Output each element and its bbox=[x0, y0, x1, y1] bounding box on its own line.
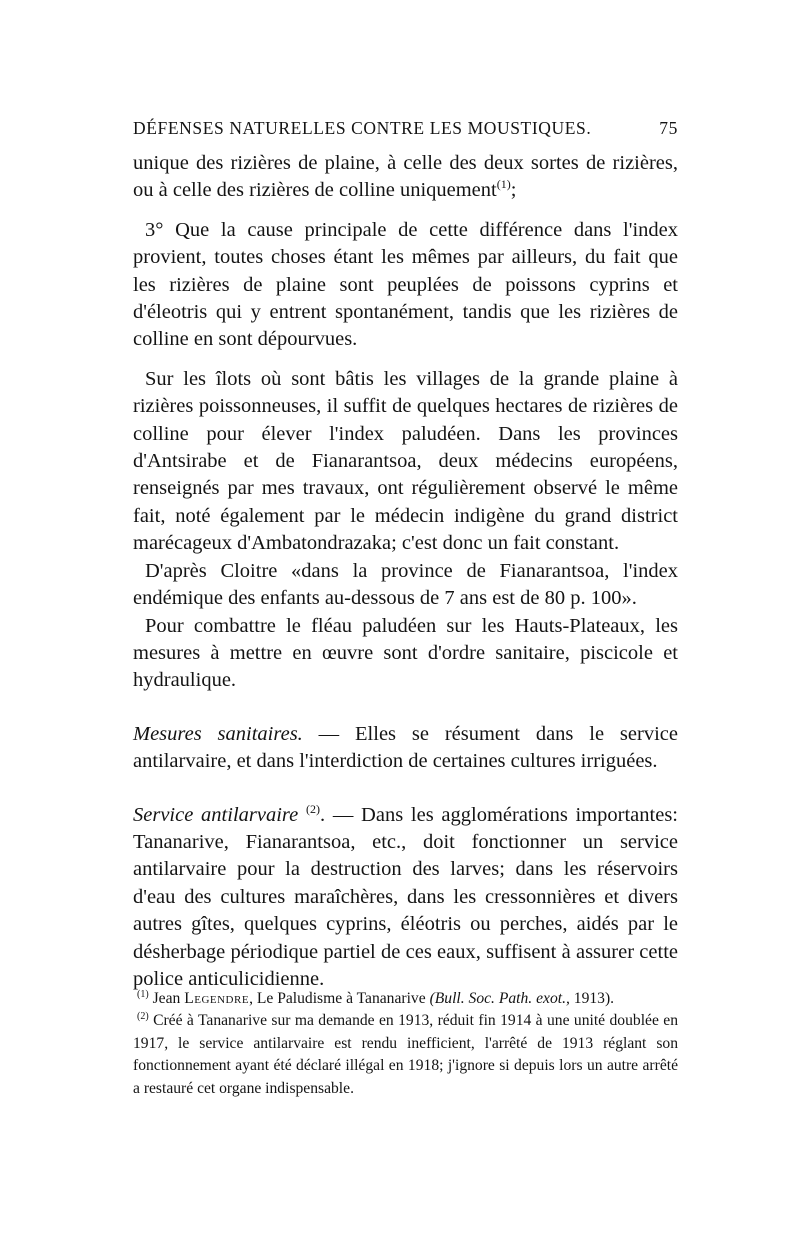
paragraph-mesures-sanitaires bbox=[133, 721, 678, 776]
paragraph-text: . — Dans les agglomérations importantes: Tananarive, Fianarantsoa, etc., doit fonctionner un service antilarvaire pour la destruction des larves; dans les réservoirs d'eau des cultures maraîchères, dans les cressonnières et divers autres gîtes, quelques cyprins, éléotris ou perches, aidés par le désherbage périodique partiel de ces eaux, suffisent à assurer cette police anticulicidienne. bbox=[133, 803, 678, 990]
paragraph-ilots: Sur les îlots où sont bâtis les villages de la grande plaine à rizières poissonneuses, il suffit de quelques hectares de rizières de colline pour élever l'index paludéen. Dans les provinces d'Antsirabe et de Fianarantsoa, deux médecins européens, renseignés par mes travaux, ont régulièrement observé le même fait, noté également par le médecin indigène du grand district marécageux d'Ambatondrazaka; c'est donc un fait constant. bbox=[133, 367, 678, 555]
spacer bbox=[133, 695, 678, 721]
journal-ref: (Bull. Soc. Path. exot., bbox=[429, 990, 570, 1007]
footnotes bbox=[133, 988, 678, 1100]
paragraph-hauts-plateaux: Pour combattre le fléau paludéen sur les Hauts-Plateaux, les mesures à mettre en œuvre sont d'ordre sanitaire, piscicole et hydraulique. bbox=[133, 614, 678, 692]
footnote-text: Créé à Tananarive sur ma demande en 1913, réduit fin 1914 à une unité doublée en 1917, le service antilarvaire est rendu inefficient, l'arrêté de 1913 réglant son fonctionnement ayant été déclaré illégal en 1918; j'ignore si depuis lors un autre arrêté a restauré cet organe indispensable. bbox=[133, 1012, 678, 1097]
section-heading: Service antilarvaire bbox=[133, 803, 299, 826]
paragraph-text: — Elles se résument dans le service antilarvaire, et dans l'interdiction de certaines cultures irriguées. bbox=[133, 722, 678, 773]
journal-year: 1913). bbox=[573, 990, 615, 1007]
paragraph-text: unique des rizières de plaine, à celle des deux sortes de rizières, ou à celle des rizières de colline uniquement bbox=[133, 152, 678, 202]
page-header bbox=[133, 118, 678, 142]
footnote-1 bbox=[133, 988, 678, 1010]
footnote-ref-2[interactable]: (2) bbox=[305, 801, 320, 816]
footnote-mark: (2) bbox=[137, 1011, 149, 1023]
paragraph-cloitre: D'après Cloitre «dans la province de Fianarantsoa, l'index endémique des enfants au-dessous de 7 ans est de 80 p. 100». bbox=[133, 559, 678, 610]
footnote-ref-1[interactable]: (1) bbox=[496, 177, 511, 192]
spacer bbox=[133, 205, 678, 217]
footnote-text: , Le Paludisme à Tananarive bbox=[249, 990, 426, 1007]
paragraph-end: ; bbox=[510, 179, 517, 202]
author-first-name: Jean bbox=[152, 990, 181, 1007]
section-heading: Mesures sanitaires. bbox=[133, 722, 303, 745]
main-text bbox=[133, 150, 678, 993]
author-last-name: Legendre bbox=[184, 990, 250, 1007]
page-number: 75 bbox=[659, 118, 678, 138]
footnote-2 bbox=[133, 1010, 678, 1100]
running-title: DÉFENSES NATURELLES CONTRE LES MOUSTIQUES. bbox=[133, 118, 592, 138]
spacer bbox=[133, 776, 678, 802]
paragraph-continuation bbox=[133, 150, 678, 205]
paragraph-service-antilarvaire bbox=[133, 802, 678, 994]
paragraph-point-3: 3° Que la cause principale de cette différence dans l'index provient, toutes choses étant les mêmes par ailleurs, du fait que les rizières de plaine sont peuplées de poissons cyprins et d'éleotris qui y entrent spontanément, tandis que les rizières de colline en sont dépourvues. bbox=[133, 218, 678, 351]
footnote-mark: (1) bbox=[137, 988, 149, 1000]
spacer bbox=[133, 354, 678, 366]
